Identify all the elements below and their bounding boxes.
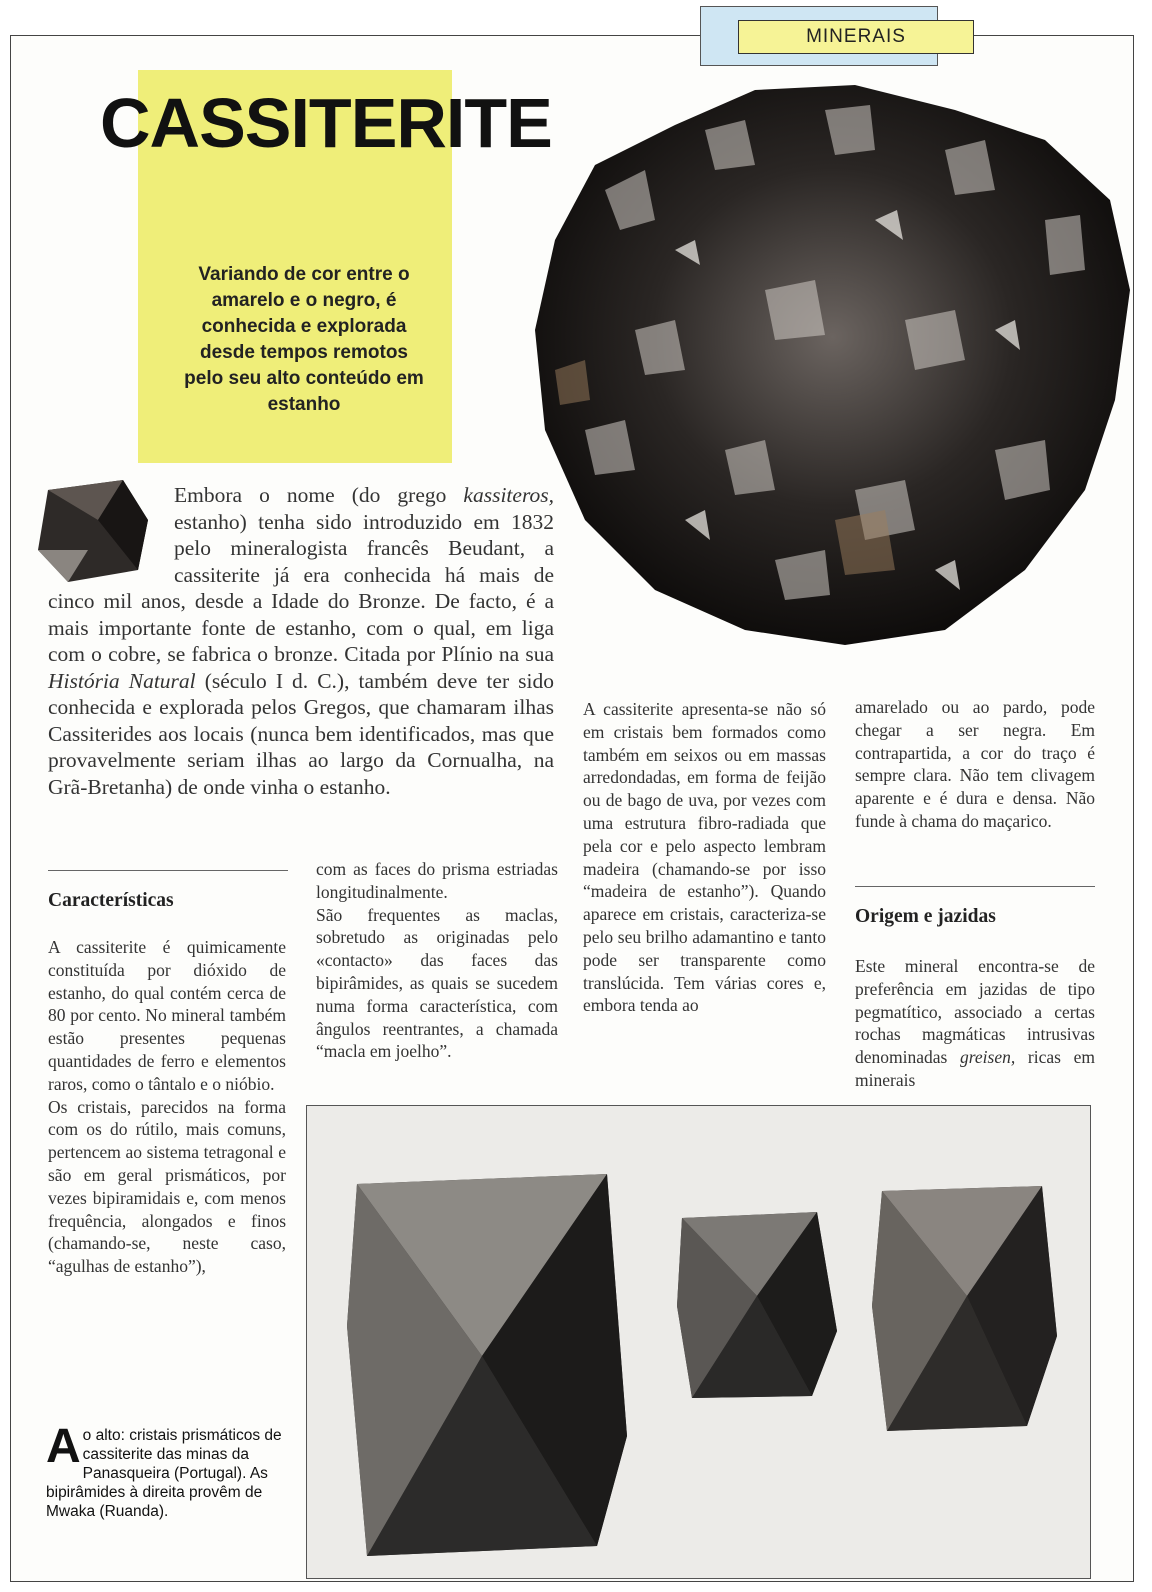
- section-divider: [855, 886, 1095, 887]
- characteristics-column-3: A cassiterite apresenta-se não só em cristais bem formados como também em seixos ou em massas arredondadas, em forma de feijão ou de bago de uva, por vezes com uma estrutura fibro-radiada que pela cor e pelo aspecto lembram madeira (chamando-se por isso “madeira de estanho”). Quando aparece em cristais, caracteriza-se pelo seu brilho adamantino e tanto pode ser transparente como translúcida. Tem várias cores e, embora tenda ao: [583, 699, 826, 1016]
- characteristics-column-1: A cassiterite é quimicamente constituída por dióxido de estanho, do qual contém cerca de 80 por cento. No mineral também estão presentes pequenas quantidades de ferro e elementos raros, como o tântalo e o nióbio. Os cristais, parecidos na forma com os do rútilo, mais comuns, pertencem ao sistema tetragonal e são em geral prismáticos, por vezes bipiramidais e, com menos frequência, alongados e finos (chamando-se, neste caso, “agulhas de estanho”),: [48, 937, 286, 1277]
- cassiterite-cluster-photo: [525, 70, 1137, 670]
- medium-bipyramid: [677, 1212, 837, 1398]
- small-bipyramid: [872, 1186, 1057, 1431]
- page-title: CASSITERITE: [100, 84, 552, 162]
- photo-caption: [46, 1420, 291, 1521]
- caption-dropcap: A: [46, 1420, 81, 1473]
- large-bipyramid: [347, 1174, 627, 1556]
- origin-column: Este mineral encontra-se de preferência em jazidas de tipo pegmatítico, associado a certas rochas magmáticas intrusivas denominadas greisen, ricas em minerais: [855, 956, 1095, 1090]
- characteristics-column-4: amarelado ou ao pardo, pode chegar a ser negra. Em contrapartida, a cor do traço é sempre clara. Não tem clivagem aparente e é dura e densa. Não funde à chama do maçarico.: [855, 697, 1095, 831]
- origin-heading: Origem e jazidas: [855, 906, 996, 927]
- section-tab: MINERAIS: [738, 20, 974, 54]
- lead-paragraph: Embora o nome (do grego kassiteros, estanho) tenha sido introduzido em 1832 pelo mineralogista francês Beudant, a cassiterite já era conhecida há mais de cinco mil anos, desde a Idade do Bronze. De facto, é a mais importante fonte de estanho, com o qual, em liga com o cobre, se fabrica o bronze. Citada por Plínio na sua História Natural (século I d. C.), também deve ter sido conhecida e explorada pelos Gregos, que chamaram ilhas Cassiterides aos locais (nunca bem identificados, mas que provavelmente seriam ilhas ao largo da Cornualha, na Grã-Bretanha) de onde vinha o estanho.: [48, 483, 554, 799]
- bipyramid-crystals-photo: [306, 1105, 1091, 1579]
- characteristics-column-2: com as faces do prisma estriadas longitudinalmente. São frequentes as maclas, sobretudo as originadas pelo «contacto» das faces das bipirâmides, as quais se sucedem numa forma característica, com ângulos reentrantes, a chamada “macla em joelho”.: [316, 859, 558, 1062]
- caption-text: o alto: cristais prismáticos de cassiterite das minas da Panasqueira (Portugal). As bipirâmides à direita provêm de Mwaka (Ruanda).: [46, 1427, 282, 1520]
- characteristics-heading: Características: [48, 890, 174, 911]
- section-divider: [48, 870, 288, 871]
- intro-text: Variando de cor entre o amarelo e o negro, é conhecida e explorada desde tempos remotos pelo seu alto conteúdo em estanho: [184, 264, 424, 415]
